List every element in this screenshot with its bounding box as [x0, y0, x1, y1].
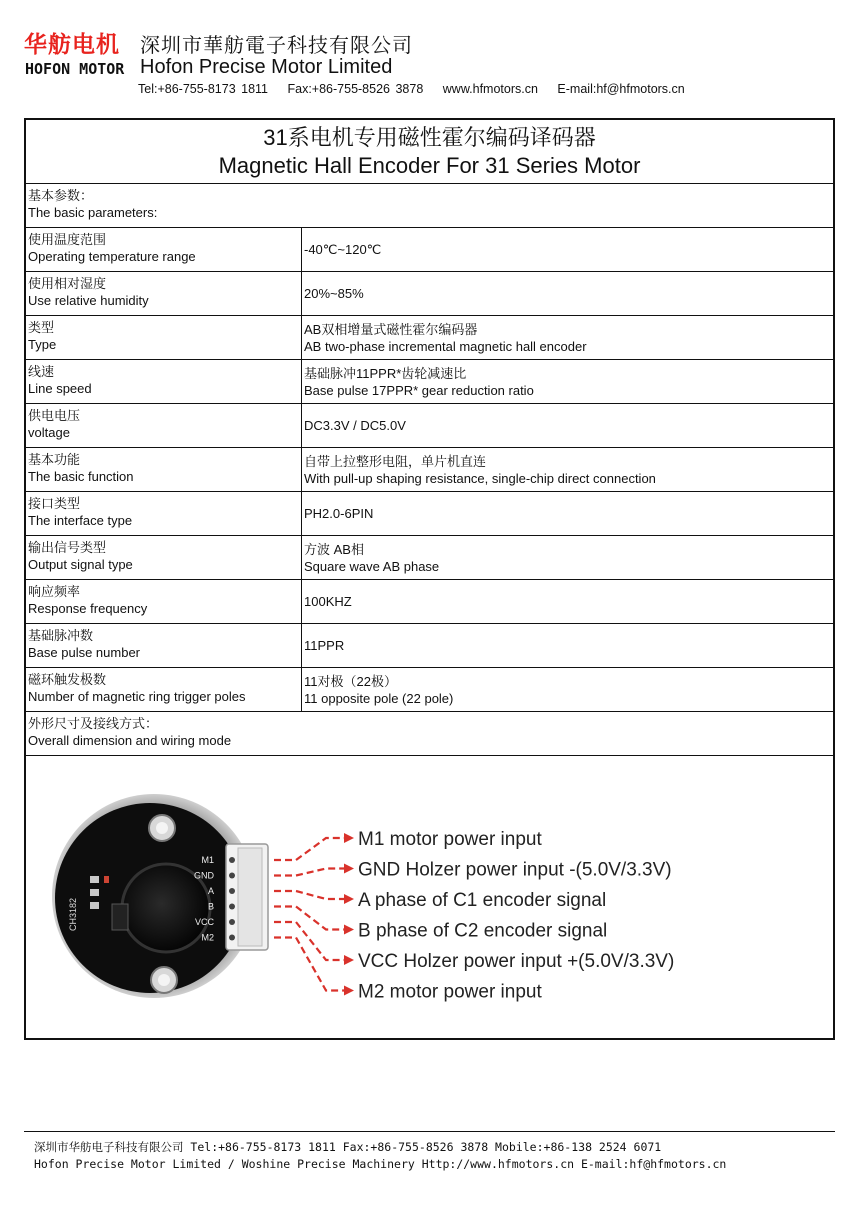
param-label: 磁环触发极数 Number of magnetic ring trigger poles: [28, 672, 246, 704]
param-value: 自带上拉整形电阻，单片机直连 With pull-up shaping resistance, single-chip direct connection: [301, 448, 656, 491]
wire-label: A phase of C1 encoder signal: [358, 890, 607, 911]
param-row: [26, 228, 833, 272]
param-label: 类型 Type: [28, 320, 57, 352]
param-label: 线速 Line speed: [28, 364, 92, 396]
dimension-heading: 外形尺寸及接线方式： Overall dimension and wiring mode: [26, 712, 833, 756]
wire-line: [274, 838, 346, 860]
param-label: 使用温度范围 Operating temperature range: [28, 232, 196, 264]
connector-pin: [229, 919, 235, 925]
pin-label: A: [207, 886, 214, 896]
param-row: [26, 316, 833, 360]
param-value: 20%~85%: [301, 272, 364, 315]
brand-logo-en: HOFON MOTOR: [25, 60, 125, 78]
param-value: 基础脉冲11PPR*齿轮减速比 Base pulse 17PPR* gear reduction ratio: [301, 360, 534, 403]
arrowhead: [344, 833, 354, 843]
param-label: 使用相对湿度 Use relative humidity: [28, 276, 149, 308]
title-cn: 31系电机专用磁性霍尔编码译码器: [263, 125, 596, 150]
param-label: 基本功能 The basic function: [28, 452, 134, 484]
param-row: [26, 404, 833, 448]
param-row: [26, 536, 833, 580]
brand-logo-cn: 华舫电机: [24, 32, 120, 58]
param-label: 输出信号类型 Output signal type: [28, 540, 133, 572]
wire-label: M2 motor power input: [358, 981, 542, 1003]
param-row: [26, 668, 833, 712]
wire-line: [274, 891, 346, 899]
chip-label: CH3182: [68, 897, 78, 931]
wire-line: [274, 869, 346, 876]
encoder-wiring-svg: [26, 756, 833, 1041]
wire-label: VCC Holzer power input +(5.0V/3.3V): [358, 951, 675, 972]
pin-label: M2: [201, 932, 214, 943]
footer-line-2: Hofon Precise Motor Limited / Woshine Precise Machinery Http://www.hfmotors.cn E-mail:hf@hfmotors.cn: [34, 1157, 727, 1171]
pin-label: GND: [194, 870, 214, 881]
param-value: 11PPR: [301, 624, 344, 667]
footer-line-1: 深圳市华舫电子科技有限公司 Tel:+86-755-8173 1811 Fax:+86-755-8526 3878 Mobile:+86-138 2524 6071: [34, 1140, 662, 1154]
param-row: [26, 360, 833, 404]
page-footer: [24, 1131, 835, 1171]
param-label: 接口类型 The interface type: [28, 496, 133, 528]
param-value: AB双相增量式磁性霍尔编码器 AB two-phase incremental magnetic hall encoder: [301, 316, 587, 359]
param-value: -40℃~120℃: [301, 228, 381, 271]
param-label: 供电电压 voltage: [28, 408, 81, 440]
param-row: [26, 580, 833, 624]
arrowhead: [344, 864, 354, 874]
wiring-diagram: [26, 756, 833, 1041]
param-value: PH2.0-6PIN: [301, 492, 373, 535]
website-link[interactable]: www.hfmotors.cn: [442, 82, 538, 96]
param-row: [26, 272, 833, 316]
title-en: Magnetic Hall Encoder For 31 Series Motor: [218, 153, 641, 178]
fax-text: Fax:+86-755-8526 3878: [287, 82, 424, 96]
wire-label: M1 motor power input: [358, 829, 542, 850]
wire-line: [274, 922, 346, 960]
connector-pin: [229, 904, 235, 910]
connector-pin: [229, 935, 235, 941]
spec-sheet: [24, 118, 835, 1040]
wire-label: B phase of C2 encoder signal: [358, 920, 608, 942]
basic-parameters-heading: 基本参数： The basic parameters:: [26, 184, 833, 228]
param-label: 基础脉冲数 Base pulse number: [28, 628, 141, 660]
arrowhead: [344, 986, 354, 996]
arrowhead: [344, 955, 354, 965]
page-header: [0, 0, 860, 110]
param-label: 响应频率 Response frequency: [28, 584, 148, 616]
company-name-en: Hofon Precise Motor Limited: [140, 56, 393, 78]
connector-pin: [229, 873, 235, 879]
wire-label: GND Holzer power input -(5.0V/3.3V): [358, 859, 672, 881]
wire-line: [274, 907, 346, 930]
pin-label: B: [207, 901, 214, 912]
param-value: 100KHZ: [301, 580, 352, 623]
pin-label: M1: [201, 855, 214, 865]
parameter-table: [26, 228, 833, 712]
sheet-title: [26, 120, 833, 184]
param-value: 11对极（22极） 11 opposite pole (22 pole): [301, 668, 453, 711]
email-link[interactable]: E-mail:hf@hfmotors.cn: [557, 82, 685, 96]
arrowhead: [344, 894, 354, 904]
wire-arrows: [274, 833, 354, 996]
tel-text: Tel:+86-755-8173 1811: [138, 82, 268, 96]
wire-labels: [358, 829, 674, 1003]
arrowhead: [344, 925, 354, 935]
wire-line: [274, 938, 346, 991]
pin-label: VCC: [194, 917, 214, 927]
hall-sensor: [112, 904, 128, 930]
connector-pin: [229, 857, 235, 863]
connector-pin: [229, 888, 235, 894]
param-row: [26, 448, 833, 492]
company-name-cn: 深圳市華舫電子科技有限公司: [140, 33, 413, 57]
param-value: DC3.3V / DC5.0V: [301, 404, 406, 447]
param-value: 方波 AB相 Square wave AB phase: [301, 536, 439, 579]
contact-line: [138, 82, 699, 96]
param-row: [26, 624, 833, 668]
param-row: [26, 492, 833, 536]
